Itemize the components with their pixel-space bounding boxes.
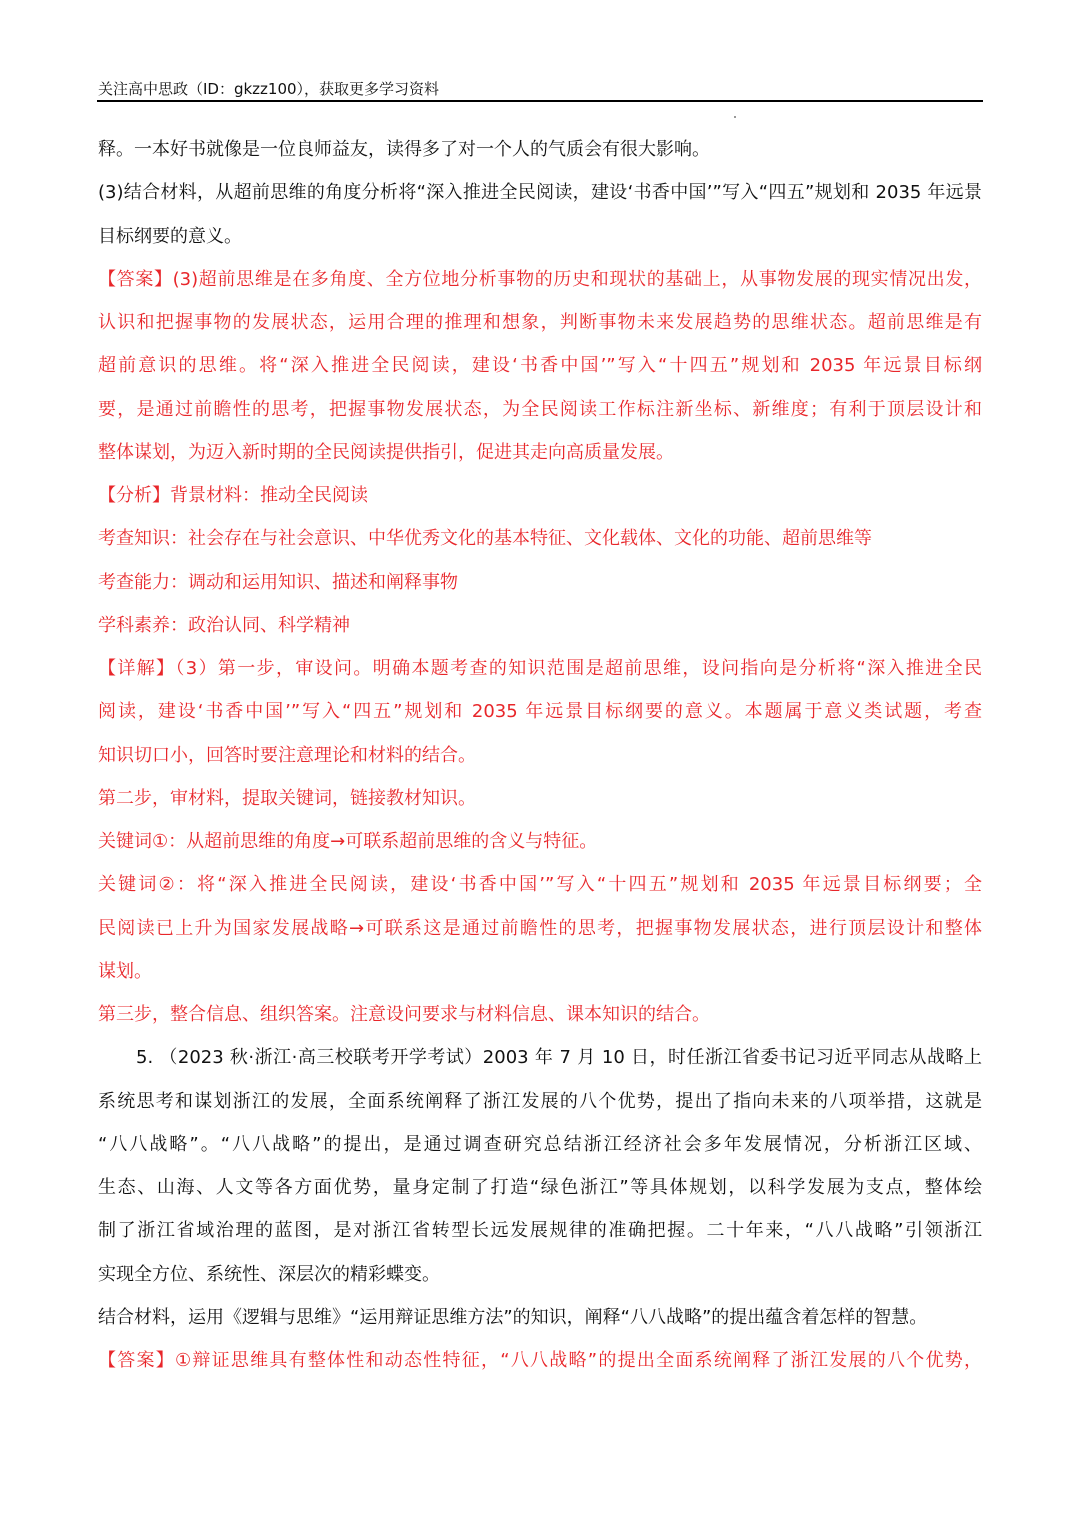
text-line: 要，是通过前瞻性的思考，把握事物发展状态，为全民阅读工作标注新坐标、新维度；有利于顶层设计和 xyxy=(98,398,982,420)
text-line: 考查能力：调动和运用知识、描述和阐释事物 xyxy=(98,571,458,593)
text-line: 阅读，建设‘书香中国’”写入“四五”规划和 2035 年远景目标纲要的意义。本题属于意义类试题，考查 xyxy=(98,701,982,723)
page-header: 关注高中思政（ID：gkzz100），获取更多学习资料 xyxy=(98,80,440,98)
text-line: 释。一本好书就像是一位良师益友，读得多了对一个人的气质会有很大影响。 xyxy=(98,139,710,160)
text-line: 【分析】背景材料：推动全民阅读 xyxy=(98,485,368,506)
text-line: 民阅读已上升为国家发展战略→可联系这是通过前瞻性的思考，把握事物发展状态，进行顶层设计和整体 xyxy=(98,917,982,939)
text-line: 超前意识的思维。将“深入推进全民阅读，建设‘书香中国’”写入“十四五”规划和 2035 年远景目标纲 xyxy=(98,355,982,377)
text-line: 【答案】(3)超前思维是在多角度、全方位地分析事物的历史和现状的基础上，从事物发展的现实情况出发， xyxy=(98,268,982,290)
header-divider xyxy=(97,100,983,102)
text-line: 考查知识：社会存在与社会意识、中华优秀文化的基本特征、文化载体、文化的功能、超前思维等 xyxy=(98,528,872,550)
text-line: 【详解】（3）第一步，审设问。明确本题考查的知识范围是超前思维，设问指向是分析将“深入推进全民 xyxy=(98,658,982,679)
text-line: 第三步，整合信息、组织答案。注意设问要求与材料信息、课本知识的结合。 xyxy=(98,1004,710,1025)
text-line: 认识和把握事物的发展状态，运用合理的推理和想象，判断事物未来发展趋势的思维状态。超前思维是有 xyxy=(98,312,982,333)
text-line: 制了浙江省域治理的蓝图，是对浙江省转型长远发展规律的准确把握。二十年来，“八八战略”引领浙江 xyxy=(98,1220,982,1242)
text-line: 目标纲要的意义。 xyxy=(98,225,242,247)
text-line: 学科素养：政治认同、科学精神 xyxy=(98,614,350,636)
stray-dot xyxy=(734,116,736,118)
text-line: (3)结合材料，从超前思维的角度分析将“深入推进全民阅读，建设‘书香中国’”写入“四五”规划和 2035 年远景 xyxy=(98,182,982,204)
text-line: 知识切口小，回答时要注意理论和材料的结合。 xyxy=(98,744,476,766)
text-line: 系统思考和谋划浙江的发展，全面系统阐释了浙江发展的八个优势，提出了指向未来的八项举措，这就是 xyxy=(98,1090,982,1112)
text-line: “八八战略”。“八八战略”的提出，是通过调查研究总结浙江经济社会多年发展情况，分析浙江区域、 xyxy=(98,1133,982,1155)
text-line: 结合材料，运用《逻辑与思维》“运用辩证思维方法”的知识，阐释“八八战略”的提出蕴含着怎样的智慧。 xyxy=(98,1306,928,1328)
document-body xyxy=(98,138,982,1392)
text-line: 关键词②：将“深入推进全民阅读，建设‘书香中国’”写入“十四五”规划和 2035 年远景目标纲要；全 xyxy=(98,874,982,896)
text-line: 生态、山海、人文等各方面优势，量身定制了打造“绿色浙江”等具体规划，以科学发展为支点，整体绘 xyxy=(98,1177,982,1198)
text-line: 5. （2023 秋·浙江·高三校联考开学考试）2003 年 7 月 10 日，时任浙江省委书记习近平同志从战略上 xyxy=(136,1047,982,1069)
text-line: 谋划。 xyxy=(98,960,152,982)
text-line: 关键词①：从超前思维的角度→可联系超前思维的含义与特征。 xyxy=(98,831,598,852)
text-line: 实现全方位、系统性、深层次的精彩蝶变。 xyxy=(98,1263,440,1285)
text-line: 整体谋划，为迈入新时期的全民阅读提供指引，促进其走向高质量发展。 xyxy=(98,441,674,463)
text-line: 第二步，审材料，提取关键词，链接教材知识。 xyxy=(98,787,476,809)
text-line: 【答案】①辩证思维具有整体性和动态性特征，“八八战略”的提出全面系统阐释了浙江发展的八个优势， xyxy=(98,1350,982,1371)
